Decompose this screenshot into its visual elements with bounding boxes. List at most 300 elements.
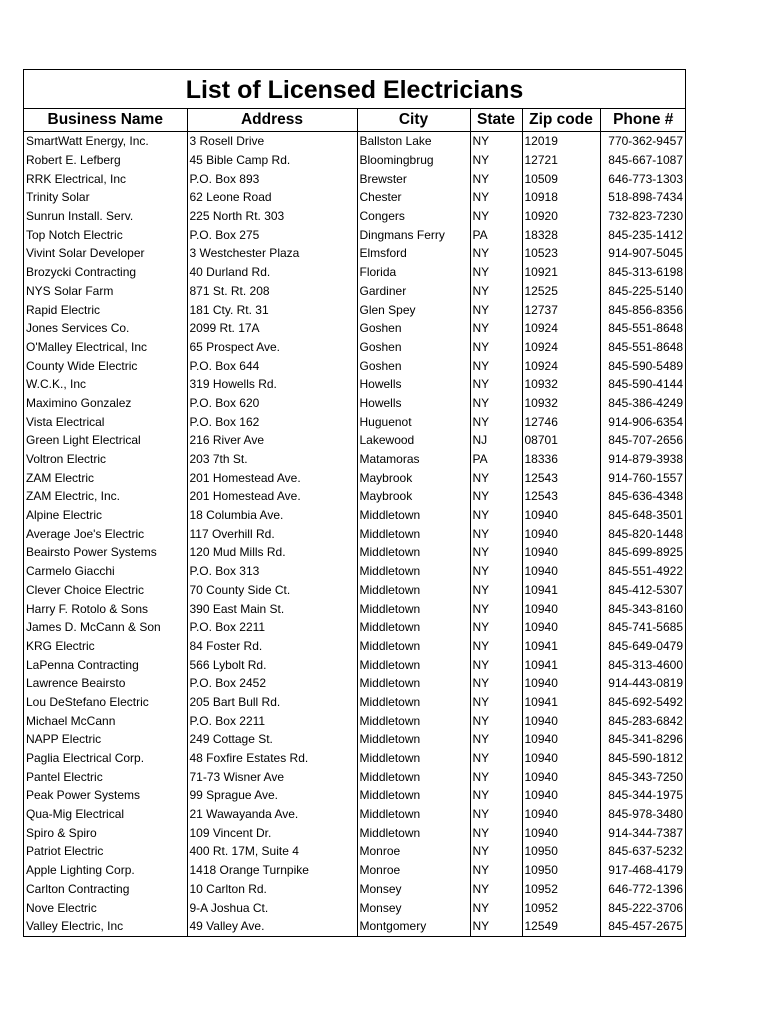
zip-code-cell: 10940 xyxy=(522,823,600,842)
address-cell: 71-73 Wisner Ave xyxy=(187,767,357,786)
electricians-table xyxy=(24,109,686,936)
table-row xyxy=(24,861,686,880)
business-name-cell: Michael McCann xyxy=(26,713,116,728)
business-name-cell: Peak Power Systems xyxy=(26,788,141,803)
city-cell: Congers xyxy=(357,207,470,226)
business-name-cell: Vivint Solar Developer xyxy=(26,246,145,261)
table-row xyxy=(24,207,686,226)
city-cell: Lakewood xyxy=(357,431,470,450)
city-cell: Monsey xyxy=(357,880,470,899)
address-cell: 319 Howells Rd. xyxy=(187,375,357,394)
table-row xyxy=(24,394,686,413)
table-row xyxy=(24,282,686,301)
zip-code-cell: 10940 xyxy=(522,711,600,730)
table-row xyxy=(24,169,686,188)
business-name-cell: NAPP Electric xyxy=(26,732,102,747)
table-row xyxy=(24,711,686,730)
business-name-cell: Brozycki Contracting xyxy=(26,265,137,280)
city-cell: Goshen xyxy=(357,338,470,357)
city-cell: Bloomingbrug xyxy=(357,151,470,170)
zip-code-cell: 12721 xyxy=(522,151,600,170)
city-cell: Elmsford xyxy=(357,244,470,263)
table-row xyxy=(24,599,686,618)
state-cell: NY xyxy=(470,917,522,936)
city-cell: Maybrook xyxy=(357,487,470,506)
zip-code-cell: 10523 xyxy=(522,244,600,263)
phone-cell: 917-468-4179 xyxy=(600,861,686,880)
zip-code-cell: 10941 xyxy=(522,581,600,600)
zip-code-cell: 10940 xyxy=(522,599,600,618)
city-cell: Middletown xyxy=(357,524,470,543)
business-name-cell: Pantel Electric xyxy=(26,769,103,784)
city-cell: Maybrook xyxy=(357,468,470,487)
phone-cell: 845-551-8648 xyxy=(600,338,686,357)
phone-cell: 845-344-1975 xyxy=(600,786,686,805)
phone-cell: 770-362-9457 xyxy=(600,132,686,151)
address-cell: 70 County Side Ct. xyxy=(187,581,357,600)
city-cell: Middletown xyxy=(357,767,470,786)
phone-cell: 845-343-7250 xyxy=(600,767,686,786)
business-name-cell: Beairsto Power Systems xyxy=(26,545,157,560)
table-row xyxy=(24,749,686,768)
zip-code-cell: 10940 xyxy=(522,543,600,562)
business-name-cell: Trinity Solar xyxy=(26,190,90,205)
state-cell: NY xyxy=(470,151,522,170)
column-header-state: State xyxy=(470,109,522,132)
phone-cell: 845-551-4922 xyxy=(600,562,686,581)
state-cell: NY xyxy=(470,711,522,730)
address-cell: 871 St. Rt. 208 xyxy=(187,282,357,301)
address-cell: 120 Mud Mills Rd. xyxy=(187,543,357,562)
state-cell: NY xyxy=(470,375,522,394)
table-row xyxy=(24,506,686,525)
table-row xyxy=(24,132,686,151)
city-cell: Monsey xyxy=(357,898,470,917)
table-row xyxy=(24,338,686,357)
state-cell: NY xyxy=(470,730,522,749)
city-cell: Middletown xyxy=(357,637,470,656)
header-row xyxy=(24,109,686,132)
table-row xyxy=(24,880,686,899)
zip-code-cell: 10940 xyxy=(522,506,600,525)
state-cell: NY xyxy=(470,637,522,656)
business-name-cell: James D. McCann & Son xyxy=(26,620,161,635)
city-cell: Middletown xyxy=(357,730,470,749)
city-cell: Howells xyxy=(357,375,470,394)
state-cell: NY xyxy=(470,356,522,375)
phone-cell: 845-636-4348 xyxy=(600,487,686,506)
address-cell: 201 Homestead Ave. xyxy=(187,468,357,487)
column-header-address: Address xyxy=(187,109,357,132)
address-cell: 1418 Orange Turnpike xyxy=(187,861,357,880)
city-cell: Gardiner xyxy=(357,282,470,301)
address-cell: P.O. Box 2452 xyxy=(187,674,357,693)
city-cell: Howells xyxy=(357,394,470,413)
address-cell: 249 Cottage St. xyxy=(187,730,357,749)
phone-cell: 845-648-3501 xyxy=(600,506,686,525)
table-row xyxy=(24,730,686,749)
city-cell: Middletown xyxy=(357,506,470,525)
address-cell: 21 Wawayanda Ave. xyxy=(187,805,357,824)
zip-code-cell: 10952 xyxy=(522,898,600,917)
phone-cell: 646-773-1303 xyxy=(600,169,686,188)
zip-code-cell: 10952 xyxy=(522,880,600,899)
zip-code-cell: 12746 xyxy=(522,412,600,431)
state-cell: NY xyxy=(470,880,522,899)
state-cell: NY xyxy=(470,338,522,357)
table-row xyxy=(24,917,686,936)
table-row xyxy=(24,225,686,244)
business-name-cell: Vista Electrical xyxy=(26,414,105,429)
state-cell: NY xyxy=(470,693,522,712)
state-cell: NY xyxy=(470,805,522,824)
zip-code-cell: 10918 xyxy=(522,188,600,207)
column-header-phone: Phone # xyxy=(600,109,686,132)
city-cell: Middletown xyxy=(357,655,470,674)
address-cell: 566 Lybolt Rd. xyxy=(187,655,357,674)
state-cell: NY xyxy=(470,207,522,226)
state-cell: NY xyxy=(470,319,522,338)
state-cell: NY xyxy=(470,412,522,431)
phone-cell: 732-823-7230 xyxy=(600,207,686,226)
business-name-cell: Green Light Electrical xyxy=(26,433,141,448)
zip-code-cell: 10920 xyxy=(522,207,600,226)
city-cell: Middletown xyxy=(357,618,470,637)
address-cell: 390 East Main St. xyxy=(187,599,357,618)
zip-code-cell: 12737 xyxy=(522,300,600,319)
state-cell: NY xyxy=(470,263,522,282)
table-row xyxy=(24,655,686,674)
zip-code-cell: 10940 xyxy=(522,562,600,581)
city-cell: Montgomery xyxy=(357,917,470,936)
state-cell: NY xyxy=(470,543,522,562)
zip-code-cell: 10940 xyxy=(522,618,600,637)
business-name-cell: Lou DeStefano Electric xyxy=(26,694,149,709)
zip-code-cell: 10932 xyxy=(522,394,600,413)
city-cell: Middletown xyxy=(357,599,470,618)
city-cell: Glen Spey xyxy=(357,300,470,319)
phone-cell: 845-225-5140 xyxy=(600,282,686,301)
state-cell: NY xyxy=(470,524,522,543)
city-cell: Chester xyxy=(357,188,470,207)
address-cell: 205 Bart Bull Rd. xyxy=(187,693,357,712)
phone-cell: 914-344-7387 xyxy=(600,823,686,842)
phone-cell: 845-820-1448 xyxy=(600,524,686,543)
business-name-cell: Alpine Electric xyxy=(26,508,103,523)
state-cell: NY xyxy=(470,300,522,319)
business-name-cell: SmartWatt Energy, Inc. xyxy=(26,134,149,149)
business-name-cell: Patriot Electric xyxy=(26,844,104,859)
phone-cell: 845-313-6198 xyxy=(600,263,686,282)
city-cell: Middletown xyxy=(357,823,470,842)
state-cell: PA xyxy=(470,225,522,244)
zip-code-cell: 12543 xyxy=(522,487,600,506)
phone-cell: 845-551-8648 xyxy=(600,319,686,338)
state-cell: NY xyxy=(470,655,522,674)
table-row xyxy=(24,263,686,282)
state-cell: NY xyxy=(470,581,522,600)
address-cell: 18 Columbia Ave. xyxy=(187,506,357,525)
business-name-cell: Carmelo Giacchi xyxy=(26,564,115,579)
zip-code-cell: 10940 xyxy=(522,524,600,543)
business-name-cell: ZAM Electric xyxy=(26,470,95,485)
business-name-cell: LaPenna Contracting xyxy=(26,657,139,672)
table-row xyxy=(24,823,686,842)
city-cell: Brewster xyxy=(357,169,470,188)
state-cell: NY xyxy=(470,562,522,581)
address-cell: P.O. Box 162 xyxy=(187,412,357,431)
table-row xyxy=(24,244,686,263)
column-header-zip-code: Zip code xyxy=(522,109,600,132)
phone-cell: 845-707-2656 xyxy=(600,431,686,450)
business-name-cell: KRG Electric xyxy=(26,638,95,653)
table-row xyxy=(24,356,686,375)
business-name-cell: Top Notch Electric xyxy=(26,227,123,242)
state-cell: NY xyxy=(470,468,522,487)
phone-cell: 845-856-8356 xyxy=(600,300,686,319)
business-name-cell: NYS Solar Farm xyxy=(26,283,114,298)
table-row xyxy=(24,842,686,861)
business-name-cell: Carlton Contracting xyxy=(26,881,130,896)
zip-code-cell: 10940 xyxy=(522,805,600,824)
phone-cell: 845-386-4249 xyxy=(600,394,686,413)
address-cell: 109 Vincent Dr. xyxy=(187,823,357,842)
phone-cell: 845-692-5492 xyxy=(600,693,686,712)
address-cell: 65 Prospect Ave. xyxy=(187,338,357,357)
table-row xyxy=(24,319,686,338)
phone-cell: 845-637-5232 xyxy=(600,842,686,861)
phone-cell: 845-341-8296 xyxy=(600,730,686,749)
zip-code-cell: 10940 xyxy=(522,674,600,693)
business-name-cell: Rapid Electric xyxy=(26,302,101,317)
address-cell: 45 Bible Camp Rd. xyxy=(187,151,357,170)
phone-cell: 845-313-4600 xyxy=(600,655,686,674)
state-cell: NY xyxy=(470,767,522,786)
business-name-cell: RRK Electrical, Inc xyxy=(26,171,127,186)
phone-cell: 845-741-5685 xyxy=(600,618,686,637)
phone-cell: 914-443-0819 xyxy=(600,674,686,693)
address-cell: 117 Overhill Rd. xyxy=(187,524,357,543)
state-cell: NY xyxy=(470,506,522,525)
business-name-cell: Voltron Electric xyxy=(26,452,107,467)
state-cell: NY xyxy=(470,599,522,618)
address-cell: 225 North Rt. 303 xyxy=(187,207,357,226)
phone-cell: 914-907-5045 xyxy=(600,244,686,263)
state-cell: NY xyxy=(470,842,522,861)
address-cell: 181 Cty. Rt. 31 xyxy=(187,300,357,319)
zip-code-cell: 12019 xyxy=(522,132,600,151)
business-name-cell: O'Malley Electrical, Inc xyxy=(26,339,147,354)
address-cell: 62 Leone Road xyxy=(187,188,357,207)
city-cell: Middletown xyxy=(357,786,470,805)
phone-cell: 914-906-6354 xyxy=(600,412,686,431)
phone-cell: 914-760-1557 xyxy=(600,468,686,487)
city-cell: Middletown xyxy=(357,581,470,600)
zip-code-cell: 12549 xyxy=(522,917,600,936)
address-cell: P.O. Box 2211 xyxy=(187,711,357,730)
city-cell: Middletown xyxy=(357,562,470,581)
table-row xyxy=(24,151,686,170)
business-name-cell: Maximino Gonzalez xyxy=(26,395,132,410)
address-cell: 201 Homestead Ave. xyxy=(187,487,357,506)
business-name-cell: Sunrun Install. Serv. xyxy=(26,209,134,224)
address-cell: 3 Rosell Drive xyxy=(187,132,357,151)
address-cell: P.O. Box 313 xyxy=(187,562,357,581)
zip-code-cell: 12525 xyxy=(522,282,600,301)
state-cell: NY xyxy=(470,823,522,842)
zip-code-cell: 10940 xyxy=(522,767,600,786)
zip-code-cell: 18328 xyxy=(522,225,600,244)
address-cell: 216 River Ave xyxy=(187,431,357,450)
city-cell: Huguenot xyxy=(357,412,470,431)
zip-code-cell: 10941 xyxy=(522,693,600,712)
table-row xyxy=(24,543,686,562)
phone-cell: 845-343-8160 xyxy=(600,599,686,618)
business-name-cell: Spiro & Spiro xyxy=(26,825,97,840)
zip-code-cell: 10924 xyxy=(522,319,600,338)
state-cell: NY xyxy=(470,394,522,413)
zip-code-cell: 10932 xyxy=(522,375,600,394)
table-row xyxy=(24,412,686,431)
city-cell: Middletown xyxy=(357,543,470,562)
zip-code-cell: 10941 xyxy=(522,637,600,656)
address-cell: 40 Durland Rd. xyxy=(187,263,357,282)
phone-cell: 845-457-2675 xyxy=(600,917,686,936)
business-name-cell: Clever Choice Electric xyxy=(26,582,145,597)
city-cell: Middletown xyxy=(357,749,470,768)
state-cell: NY xyxy=(470,898,522,917)
state-cell: NY xyxy=(470,188,522,207)
business-name-cell: Nove Electric xyxy=(26,900,97,915)
table-row xyxy=(24,450,686,469)
zip-code-cell: 10940 xyxy=(522,749,600,768)
business-name-cell: Paglia Electrical Corp. xyxy=(26,751,145,766)
table-row xyxy=(24,674,686,693)
zip-code-cell: 10509 xyxy=(522,169,600,188)
address-cell: 49 Valley Ave. xyxy=(187,917,357,936)
phone-cell: 845-222-3706 xyxy=(600,898,686,917)
phone-cell: 646-772-1396 xyxy=(600,880,686,899)
zip-code-cell: 12543 xyxy=(522,468,600,487)
zip-code-cell: 10941 xyxy=(522,655,600,674)
business-name-cell: County Wide Electric xyxy=(26,358,138,373)
table-row xyxy=(24,562,686,581)
zip-code-cell: 18336 xyxy=(522,450,600,469)
phone-cell: 914-879-3938 xyxy=(600,450,686,469)
page-title: List of Licensed Electricians xyxy=(24,70,685,109)
business-name-cell: Harry F. Rotolo & Sons xyxy=(26,601,149,616)
business-name-cell: ZAM Electric, Inc. xyxy=(26,489,121,504)
address-cell: 203 7th St. xyxy=(187,450,357,469)
table-row xyxy=(24,300,686,319)
business-name-cell: Robert E. Lefberg xyxy=(26,153,121,168)
table-row xyxy=(24,637,686,656)
address-cell: 10 Carlton Rd. xyxy=(187,880,357,899)
address-cell: P.O. Box 620 xyxy=(187,394,357,413)
state-cell: NY xyxy=(470,618,522,637)
phone-cell: 845-412-5307 xyxy=(600,581,686,600)
address-cell: 84 Foster Rd. xyxy=(187,637,357,656)
phone-cell: 845-283-6842 xyxy=(600,711,686,730)
table-row xyxy=(24,581,686,600)
city-cell: Middletown xyxy=(357,674,470,693)
city-cell: Matamoras xyxy=(357,450,470,469)
city-cell: Goshen xyxy=(357,319,470,338)
business-name-cell: Lawrence Beairsto xyxy=(26,676,126,691)
business-name-cell: W.C.K., Inc xyxy=(26,377,87,392)
city-cell: Monroe xyxy=(357,861,470,880)
phone-cell: 845-649-0479 xyxy=(600,637,686,656)
business-name-cell: Apple Lighting Corp. xyxy=(26,863,135,878)
zip-code-cell: 10950 xyxy=(522,861,600,880)
address-cell: P.O. Box 2211 xyxy=(187,618,357,637)
phone-cell: 518-898-7434 xyxy=(600,188,686,207)
table-row xyxy=(24,693,686,712)
address-cell: P.O. Box 644 xyxy=(187,356,357,375)
address-cell: 3 Westchester Plaza xyxy=(187,244,357,263)
table-row xyxy=(24,188,686,207)
state-cell: NY xyxy=(470,244,522,263)
business-name-cell: Qua-Mig Electrical xyxy=(26,807,125,822)
city-cell: Middletown xyxy=(357,805,470,824)
business-name-cell: Jones Services Co. xyxy=(26,321,130,336)
address-cell: P.O. Box 893 xyxy=(187,169,357,188)
phone-cell: 845-667-1087 xyxy=(600,151,686,170)
table-row xyxy=(24,805,686,824)
phone-cell: 845-590-4144 xyxy=(600,375,686,394)
column-header-city: City xyxy=(357,109,470,132)
table-row xyxy=(24,375,686,394)
phone-cell: 845-699-8925 xyxy=(600,543,686,562)
business-name-cell: Valley Electric, Inc xyxy=(26,919,124,934)
zip-code-cell: 10921 xyxy=(522,263,600,282)
table-row xyxy=(24,898,686,917)
address-cell: P.O. Box 275 xyxy=(187,225,357,244)
table-row xyxy=(24,786,686,805)
state-cell: NY xyxy=(470,282,522,301)
zip-code-cell: 10950 xyxy=(522,842,600,861)
address-cell: 48 Foxfire Estates Rd. xyxy=(187,749,357,768)
zip-code-cell: 10940 xyxy=(522,730,600,749)
address-cell: 99 Sprague Ave. xyxy=(187,786,357,805)
city-cell: Ballston Lake xyxy=(357,132,470,151)
table-row xyxy=(24,431,686,450)
address-cell: 2099 Rt. 17A xyxy=(187,319,357,338)
city-cell: Goshen xyxy=(357,356,470,375)
phone-cell: 845-235-1412 xyxy=(600,225,686,244)
address-cell: 400 Rt. 17M, Suite 4 xyxy=(187,842,357,861)
electricians-sheet xyxy=(23,69,686,937)
zip-code-cell: 10924 xyxy=(522,356,600,375)
city-cell: Middletown xyxy=(357,711,470,730)
table-row xyxy=(24,618,686,637)
table-row xyxy=(24,487,686,506)
table-row xyxy=(24,468,686,487)
table-row xyxy=(24,524,686,543)
state-cell: NY xyxy=(470,169,522,188)
city-cell: Middletown xyxy=(357,693,470,712)
city-cell: Florida xyxy=(357,263,470,282)
table-row xyxy=(24,767,686,786)
zip-code-cell: 10924 xyxy=(522,338,600,357)
phone-cell: 845-978-3480 xyxy=(600,805,686,824)
city-cell: Dingmans Ferry xyxy=(357,225,470,244)
zip-code-cell: 10940 xyxy=(522,786,600,805)
state-cell: NY xyxy=(470,674,522,693)
address-cell: 9-A Joshua Ct. xyxy=(187,898,357,917)
column-header-business-name: Business Name xyxy=(24,109,187,132)
business-name-cell: Average Joe's Electric xyxy=(26,526,145,541)
